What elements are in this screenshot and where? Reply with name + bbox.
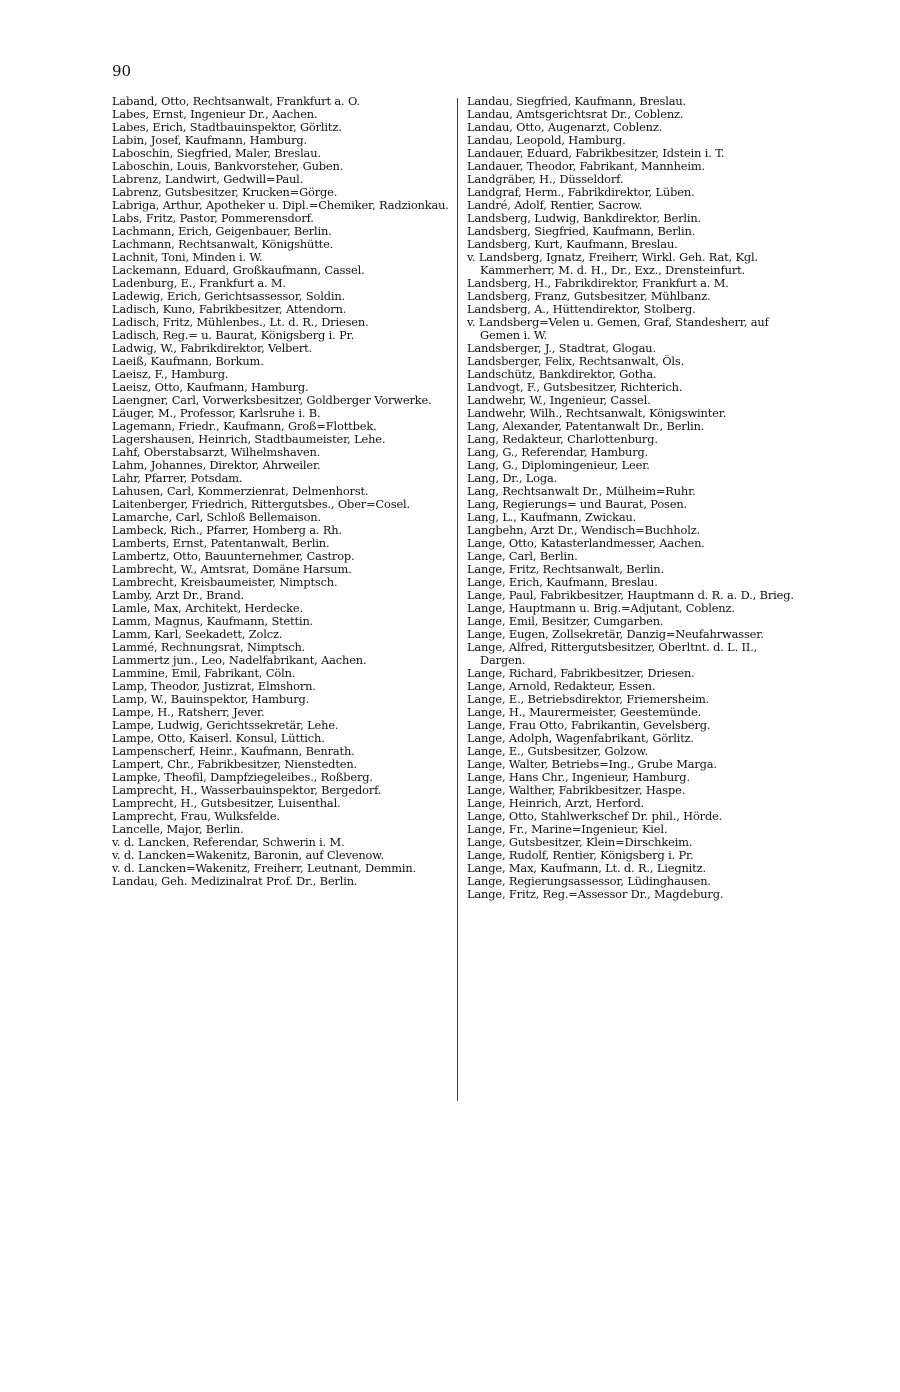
directory-entry: Landau, Otto, Augenarzt, Coblenz. (467, 121, 663, 134)
directory-entry: Lamm, Karl, Seekadett, Zolcz. (112, 628, 283, 641)
directory-entry: Lammé, Rechnungsrat, Nimptsch. (112, 641, 306, 654)
directory-entry: Labriga, Arthur, Apotheker u. Dipl.=Chemiker, Radzionkau. (112, 199, 449, 212)
directory-entry: Lagemann, Friedr., Kaufmann, Groß=Flottbek. (112, 420, 377, 433)
directory-entry: Lamprecht, Frau, Wulksfelde. (112, 810, 280, 823)
directory-entry: Landau, Geh. Medizinalrat Prof. Dr., Berlin. (112, 875, 358, 888)
directory-entry: Lammertz jun., Leo, Nadelfabrikant, Aachen. (112, 654, 367, 667)
directory-entry: Lampert, Chr., Fabrikbesitzer, Nienstedten. (112, 758, 358, 771)
directory-entry: Landau, Leopold, Hamburg. (467, 134, 626, 147)
directory-entry: Lange, Eugen, Zollsekretär, Danzig=Neufahrwasser. (467, 628, 764, 641)
directory-entry: Lange, Erich, Kaufmann, Breslau. (467, 576, 658, 589)
directory-entry: Lambrecht, Kreisbaumeister, Nimptsch. (112, 576, 338, 589)
directory-entry: Lahr, Pfarrer, Potsdam. (112, 472, 243, 485)
directory-entry: Landauer, Eduard, Fabrikbesitzer, Idstein i. T. (467, 147, 725, 160)
directory-entry: Landau, Siegfried, Kaufmann, Breslau. (467, 95, 687, 108)
directory-entry: Lamle, Max, Architekt, Herdecke. (112, 602, 303, 615)
directory-entry: Landau, Amtsgerichtsrat Dr., Coblenz. (467, 108, 684, 121)
directory-entry: Lamprecht, H., Gutsbesitzer, Luisenthal. (112, 797, 341, 810)
directory-entry: Lange, Adolph, Wagenfabrikant, Görlitz. (467, 732, 695, 745)
directory-entry: Lampe, Ludwig, Gerichtssekretär, Lehe. (112, 719, 339, 732)
directory-entry: Lahf, Oberstabsarzt, Wilhelmshaven. (112, 446, 321, 459)
directory-entry: Landsberger, Felix, Rechtsanwalt, Öls. (467, 355, 685, 368)
directory-entry: Lang, Rechtsanwalt Dr., Mülheim=Ruhr. (467, 485, 696, 498)
directory-entry: v. d. Lancken=Wakenitz, Baronin, auf Clevenow. (112, 849, 384, 862)
directory-entry: Lachnit, Toni, Minden i. W. (112, 251, 263, 264)
directory-entry: Landvogt, F., Gutsbesitzer, Richterich. (467, 381, 683, 394)
directory-entry: Lamarche, Carl, Schloß Bellemaison. (112, 511, 321, 524)
directory-entry: Lahusen, Carl, Kommerzienrat, Delmenhorst. (112, 485, 369, 498)
directory-entry: Lamm, Magnus, Kaufmann, Stettin. (112, 615, 314, 628)
directory-entry: v. d. Lancken, Referendar, Schwerin i. M. (112, 836, 345, 849)
directory-entry: Läuger, M., Professor, Karlsruhe i. B. (112, 407, 321, 420)
directory-entry: Lange, Emil, Besitzer, Cumgarben. (467, 615, 664, 628)
directory-entry: v. d. Lancken=Wakenitz, Freiherr, Leutnant, Demmin. (112, 862, 417, 875)
directory-entry: Lange, Richard, Fabrikbesitzer, Driesen. (467, 667, 695, 680)
directory-entry: Ladewig, Erich, Gerichtsassessor, Soldin. (112, 290, 345, 303)
directory-entry: Ladwig, W., Fabrikdirektor, Velbert. (112, 342, 313, 355)
directory-entry: Labes, Erich, Stadtbauinspektor, Görlitz. (112, 121, 342, 134)
directory-entry: Landsberg, Franz, Gutsbesitzer, Mühlbanz. (467, 290, 711, 303)
directory-entry: Laboschin, Louis, Bankvorsteher, Guben. (112, 160, 344, 173)
directory-entry: Lambeck, Rich., Pfarrer, Homberg a. Rh. (112, 524, 342, 537)
directory-entry: Lampenscherf, Heinr., Kaufmann, Benrath. (112, 745, 355, 758)
directory-entry: Landwehr, W., Ingenieur, Cassel. (467, 394, 651, 407)
directory-entry: Laengner, Carl, Vorwerksbesitzer, Goldberger Vorwerke. (112, 394, 432, 407)
directory-entry: Lang, Redakteur, Charlottenburg. (467, 433, 658, 446)
directory-entry: Landgraf, Herm., Fabrikdirektor, Lüben. (467, 186, 695, 199)
directory-entry: Lamp, W., Bauinspektor, Hamburg. (112, 693, 310, 706)
directory-entry: Labin, Josef, Kaufmann, Hamburg. (112, 134, 307, 147)
directory-entry: Landsberg, Siegfried, Kaufmann, Berlin. (467, 225, 696, 238)
directory-entry: Lang, Alexander, Patentanwalt Dr., Berlin. (467, 420, 705, 433)
directory-entry: Ladenburg, E., Frankfurt a. M. (112, 277, 286, 290)
directory-entry: Lange, Walter, Betriebs=Ing., Grube Marga. (467, 758, 717, 771)
directory-entry: Landwehr, Wilh., Rechtsanwalt, Königswinter. (467, 407, 727, 420)
directory-entry: Lange, Hauptmann u. Brig.=Adjutant, Coblenz. (467, 602, 735, 615)
directory-entry: v. Landsberg, Ignatz, Freiherr, Wirkl. Geh. Rat, Kgl. Kammerherr, M. d. H., Dr., Exz., Drensteinfurt. (467, 251, 758, 277)
directory-entry: Landschütz, Bankdirektor, Gotha. (467, 368, 657, 381)
directory-entry: Lagershausen, Heinrich, Stadtbaumeister, Lehe. (112, 433, 386, 446)
directory-entry: Lange, Otto, Katasterlandmesser, Aachen. (467, 537, 705, 550)
directory-entry: Lamberts, Ernst, Patentanwalt, Berlin. (112, 537, 330, 550)
directory-entry: Labrenz, Gutsbesitzer, Krucken=Görge. (112, 186, 338, 199)
directory-entry: Landgräber, H., Düsseldorf. (467, 173, 624, 186)
directory-entry: Laboschin, Siegfried, Maler, Breslau. (112, 147, 321, 160)
directory-entry: Lackemann, Eduard, Großkaufmann, Cassel. (112, 264, 365, 277)
page-number: 90 (112, 62, 132, 80)
directory-entry: Laband, Otto, Rechtsanwalt, Frankfurt a. O. (112, 95, 360, 108)
directory-entry: Lange, Carl, Berlin. (467, 550, 578, 563)
directory-entry: Landsberg, Kurt, Kaufmann, Breslau. (467, 238, 678, 251)
directory-entry: Lange, E., Betriebsdirektor, Friemersheim. (467, 693, 710, 706)
directory-entry: Lampe, Otto, Kaiserl. Konsul, Lüttich. (112, 732, 325, 745)
directory-entry: Lancelle, Major, Berlin. (112, 823, 244, 836)
directory-entry: Lange, Fritz, Rechtsanwalt, Berlin. (467, 563, 664, 576)
directory-entry: Ladisch, Fritz, Mühlenbes., Lt. d. R., Driesen. (112, 316, 369, 329)
directory-entry: Lamprecht, H., Wasserbauinspektor, Bergedorf. (112, 784, 382, 797)
directory-entry: Lange, H., Maurermeister, Geestemünde. (467, 706, 702, 719)
directory-entry: Lange, Paul, Fabrikbesitzer, Hauptmann d. R. a. D., Brieg. (467, 589, 794, 602)
directory-entry: Landsberg, Ludwig, Bankdirektor, Berlin. (467, 212, 702, 225)
column-left (112, 95, 450, 888)
directory-entry: Lambertz, Otto, Bauunternehmer, Castrop. (112, 550, 355, 563)
directory-entry: Laeisz, Otto, Kaufmann, Hamburg. (112, 381, 309, 394)
directory-entry: Lange, Alfred, Rittergutsbesitzer, Oberltnt. d. L. II., Dargen. (467, 641, 758, 667)
directory-entry: Lange, Gutsbesitzer, Klein=Dirschkeim. (467, 836, 693, 849)
directory-entry: Lampe, H., Ratsherr, Jever. (112, 706, 265, 719)
directory-entry: Lang, L., Kaufmann, Zwickau. (467, 511, 637, 524)
directory-entry: Lachmann, Rechtsanwalt, Königshütte. (112, 238, 334, 251)
directory-entry: Lammine, Emil, Fabrikant, Cöln. (112, 667, 296, 680)
directory-entry: Labs, Fritz, Pastor, Pommerensdorf. (112, 212, 314, 225)
directory-entry: Laeisz, F., Hamburg. (112, 368, 229, 381)
directory-entry: Landsberg, A., Hüttendirektor, Stolberg. (467, 303, 696, 316)
directory-entry: Lang, Dr., Loga. (467, 472, 558, 485)
directory-entry: Lange, Walther, Fabrikbesitzer, Haspe. (467, 784, 686, 797)
directory-entry: Lang, G., Diplomingenieur, Leer. (467, 459, 650, 472)
directory-entry: v. Landsberg=Velen u. Gemen, Graf, Standesherr, auf Gemen i. W. (467, 316, 769, 342)
directory-entry: Lange, Hans Chr., Ingenieur, Hamburg. (467, 771, 690, 784)
directory-entry: Lamp, Theodor, Justizrat, Elmshorn. (112, 680, 316, 693)
directory-entry: Ladisch, Reg.= u. Baurat, Königsberg i. Pr. (112, 329, 355, 342)
directory-entry: Lampke, Theofil, Dampfziegeleibes., Roßberg. (112, 771, 373, 784)
column-divider (457, 98, 458, 1101)
directory-entry: Landré, Adolf, Rentier, Sacrow. (467, 199, 643, 212)
directory-entry: Lamby, Arzt Dr., Brand. (112, 589, 245, 602)
directory-entry: Lambrecht, W., Amtsrat, Domäne Harsum. (112, 563, 352, 576)
directory-entry: Lange, Fritz, Reg.=Assessor Dr., Magdeburg. (467, 888, 724, 901)
directory-entry: Landsberger, J., Stadtrat, Glogau. (467, 342, 656, 355)
directory-entry: Lange, Otto, Stahlwerkschef Dr. phil., Hörde. (467, 810, 723, 823)
directory-entry: Lange, Rudolf, Rentier, Königsberg i. Pr. (467, 849, 694, 862)
directory-entry: Lahm, Johannes, Direktor, Ahrweiler. (112, 459, 321, 472)
directory-entry: Lang, Regierungs= und Baurat, Posen. (467, 498, 687, 511)
directory-entry: Landauer, Theodor, Fabrikant, Mannheim. (467, 160, 705, 173)
directory-entry: Lange, Heinrich, Arzt, Herford. (467, 797, 645, 810)
directory-entry: Lange, Fr., Marine=Ingenieur, Kiel. (467, 823, 668, 836)
directory-entry: Langbehn, Arzt Dr., Wendisch=Buchholz. (467, 524, 701, 537)
directory-entry: Labes, Ernst, Ingenieur Dr., Aachen. (112, 108, 318, 121)
directory-entry: Lachmann, Erich, Geigenbauer, Berlin. (112, 225, 332, 238)
directory-entry: Laeiß, Kaufmann, Borkum. (112, 355, 264, 368)
directory-entry: Lange, Arnold, Redakteur, Essen. (467, 680, 656, 693)
directory-entry: Landsberg, H., Fabrikdirektor, Frankfurt a. M. (467, 277, 729, 290)
directory-entry: Lange, Regierungsassessor, Lüdinghausen. (467, 875, 711, 888)
directory-entry: Ladisch, Kuno, Fabrikbesitzer, Attendorn. (112, 303, 347, 316)
directory-entry: Lange, E., Gutsbesitzer, Golzow. (467, 745, 648, 758)
directory-entry: Lange, Frau Otto, Fabrikantin, Gevelsberg. (467, 719, 711, 732)
directory-entry: Lange, Max, Kaufmann, Lt. d. R., Liegnitz. (467, 862, 706, 875)
column-right (467, 95, 805, 901)
directory-entry: Lang, G., Referendar, Hamburg. (467, 446, 649, 459)
directory-entry: Labrenz, Landwirt, Gedwill=Paul. (112, 173, 304, 186)
directory-entry: Laitenberger, Friedrich, Rittergutsbes., Ober=Cosel. (112, 498, 411, 511)
